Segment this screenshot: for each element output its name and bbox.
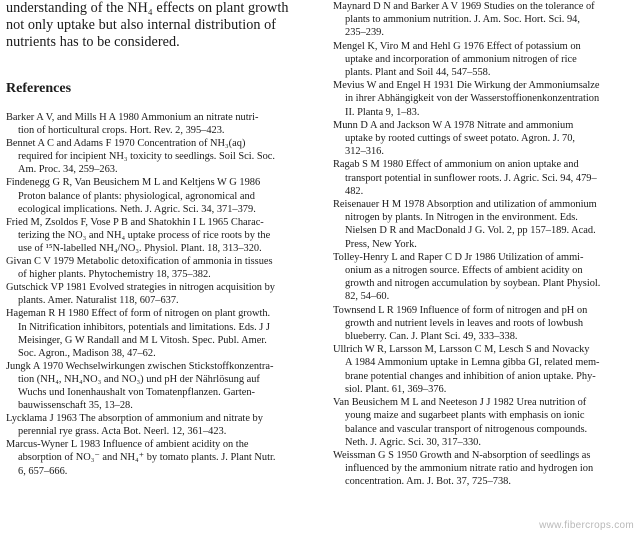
- reference-entry: Hageman R H 1980 Effect of form of nitrogen on plant growth. In Nitrification inhibitors, potentials and limitations. Eds. J J Meisinger, G W Randall and M L Vitosh. Spec. Publ. Amer. Soc. Agron., Madison 38, 47–62.: [6, 308, 271, 359]
- reference-entry: Ullrich W R, Larsson M, Larsson C M, Lesch S and Novacky A 1984 Ammonium uptake in Lemna gibba GI, related mem- brane potential changes and inhibition of anion uptake. Phy- siol. Plant. 61, 369–376.: [333, 344, 600, 395]
- watermark: www.fibercrops.com: [539, 520, 634, 531]
- left-column: [6, 0, 316, 478]
- reference-entry: Maynard D N and Barker A V 1969 Studies on the tolerance of plants to ammonium nutrition. J. Am. Soc. Hort. Sci. 94, 235–239.: [333, 1, 595, 39]
- reference-entry: Findenegg G R, Van Beusichem M L and Keltjens W G 1986 Proton balance of plants: physiological, agronomical and ecological implications. Neth. J. Agric. Sci. 34, 371–379.: [6, 177, 261, 215]
- reference-entry: Ragab S M 1980 Effect of ammonium on anion uptake and transport potential in sunflower roots. J. Agric. Sci. 94, 479– 482.: [333, 159, 597, 197]
- right-reference-list: [333, 0, 635, 489]
- reference-entry: Weissman G S 1950 Growth and N-absorption of seedlings as influenced by the ammonium nitrate ratio and hydrogen ion concentration. Am. J. Bot. 37, 725–738.: [333, 449, 594, 488]
- reference-entry: Givan C V 1979 Metabolic detoxification of ammonia in tissues of higher plants. Phytochemistry 18, 375–382.: [6, 256, 273, 281]
- reference-entry: Lycklama J 1963 The absorption of ammonium and nitrate by perennial rye grass. Acta Bot. Neerl. 12, 361–423.: [6, 413, 263, 438]
- reference-entry: Reisenauer H M 1978 Absorption and utilization of ammonium nitrogen by plants. In Nitrogen in the environment. Eds. Nielsen D R and MacDonald J G. Vol. 2, pp 157–189. Acad. Press, New York.: [333, 199, 597, 250]
- reference-entry: Van Beusichem M L and Neeteson J J 1982 Urea nutrition of young maize and sugarbeet plants with emphasis on ionic balance and vascular transport of nitrogenous compounds. Neth. J. Agric. Sci. 30, 317–330.: [333, 397, 588, 448]
- references-heading: References: [6, 81, 72, 96]
- reference-entry: Mevius W and Engel H 1931 Die Wirkung der Ammoniumsalze in ihrer Abhängigkeit von der Wasserstoffionenkonzentration II. Planta 9, 1–83.: [333, 80, 600, 118]
- reference-entry: Mengel K, Viro M and Hehl G 1976 Effect of potassium on uptake and incorporation of ammonium nitrogen of rice plants. Plant and Soil 44, 547–558.: [333, 40, 581, 79]
- reference-entry: Bennet A C and Adams F 1970 Concentration of NH₃(aq) required for incipient NH₃ toxicity to seedlings. Soil Sci. Soc. Am. Proc. 34, 259–263.: [6, 138, 276, 176]
- left-reference-list: [6, 111, 316, 478]
- right-column: [333, 0, 635, 489]
- reference-entry: Marcus-Wyner L 1983 Influence of ambient acidity on the absorption of NO₃⁻ and NH₄⁺ by tomato plants. J. Plant Nutr. 6, 657–666.: [6, 439, 276, 477]
- reference-entry: Jungk A 1970 Wechselwirkungen zwischen Stickstoffkonzentra- tion (NH₄, NH₄NO₃ and NO₃) und pH der Nährlösung auf Wuchs und Ionenhaushalt von Tomatenpflanzen. Garten- bauwissenschaft 35, 13–28.: [6, 360, 274, 412]
- reference-entry: Munn D A and Jackson W A 1978 Nitrate and ammonium uptake by rooted cuttings of sweet potato. Agron. J. 70, 312–316.: [333, 119, 575, 158]
- reference-entry: Gutschick VP 1981 Evolved strategies in nitrogen acquisition by plants. Amer. Naturalist 118, 607–637.: [6, 282, 275, 307]
- intro-paragraph: understanding of the NH₄ effects on plant growth not only uptake but also internal distribution of nutrients has to be considered.: [6, 0, 289, 50]
- reference-entry: Tolley-Henry L and Raper C D Jr 1986 Utilization of ammi- onium as a nitrogen source. Effects of ambient acidity on growth and nitrogen accumulation by soybean. Plant Physiol. 82, 54–60.: [333, 251, 601, 303]
- reference-entry: Barker A V, and Mills H A 1980 Ammonium an nitrate nutri- tion of horticultural crops. Hort. Rev. 2, 395–423.: [6, 112, 259, 137]
- reference-entry: Townsend L R 1969 Influence of form of nitrogen and pH on growth and nutrient levels in leaves and roots of lowbush blueberry. Can. J. Plant Sci. 49, 333–338.: [333, 304, 588, 343]
- reference-entry: Fried M, Zsoldos F, Vose P B and Shatokhin I L 1965 Charac- terizing the NO₃ and NH₄ uptake process of rice roots by the use of ¹⁵N-labelled NH₄/NO₃. Physiol. Plant. 18, 313–320.: [6, 216, 271, 254]
